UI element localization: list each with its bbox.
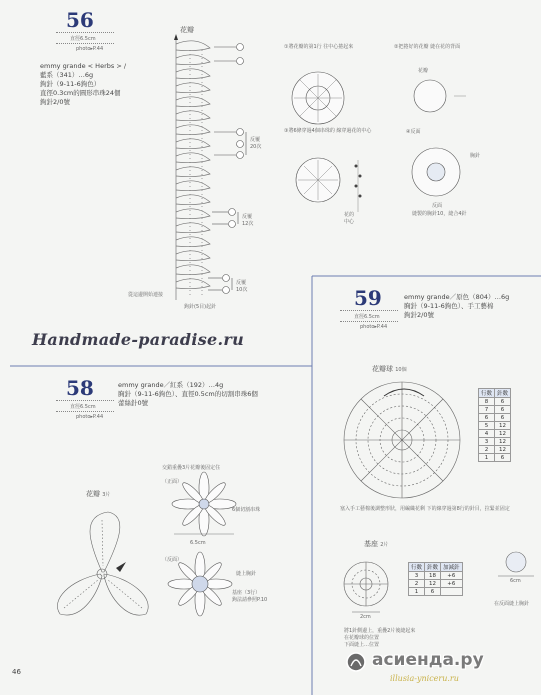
table-header: 針數 [495, 389, 511, 398]
base-count: 2片 [380, 542, 389, 548]
hook-line: 鉤針2/0號 [404, 311, 434, 319]
pattern-58-number: 58 [66, 376, 94, 400]
note-repeat-12: 反覆12次 [242, 214, 254, 227]
table-cell: +6 [441, 580, 463, 588]
table-cell: 2 [479, 446, 495, 454]
label-flower: 花瓣 [418, 68, 429, 74]
color-line: 藍系（341）…6g [40, 71, 94, 79]
table-cell: 5 [479, 422, 495, 430]
note-base-1: 將1針側邊上，重疊2片後縫起來 [344, 628, 416, 634]
label-sew-pin: 在反面縫上胸針 [494, 601, 530, 607]
note-connect: 從這邊開始連接 [128, 292, 164, 298]
pattern-59-dimension: 直徑6.5cm [354, 314, 380, 320]
yarn-line: emmy grande／原色（804）…6g [404, 293, 510, 301]
needle-line: 胸針（9-11-6鉤色）、手工藝棉 [404, 302, 494, 310]
table-cell: 3 [409, 572, 425, 580]
logo-subtext: illusia-yniceru.ru [390, 674, 459, 683]
label-sew-bead: 縫上胸針 [236, 571, 257, 577]
bead-line: 直徑0.3cm的圓形串珠24個 [40, 89, 121, 97]
note-start-chain: 鉤針(5目)起針 [184, 304, 217, 310]
needle-line: 鉤針（9-11-6鉤色） [40, 80, 101, 88]
table-cell: 7 [479, 406, 495, 414]
label-fix: 縫製的胸針10，縫合4針 [412, 211, 467, 217]
table-cell: +6 [441, 572, 463, 580]
watermark-text: Handmade-paradise.ru [32, 330, 245, 349]
table-header: 行數 [409, 563, 425, 572]
pattern-58-photo-ref: photo▸P.44 [76, 414, 104, 420]
pattern-59-number: 59 [354, 286, 382, 310]
base-title-text: 基座 [364, 540, 378, 548]
label-size-59: 6cm [510, 578, 521, 584]
table-cell: 12 [495, 446, 511, 454]
note-join: 交錯重疊3片花瓣後固定住 [162, 465, 221, 471]
table-header: 針數 [425, 563, 441, 572]
table-cell: 6 [479, 414, 495, 422]
note-repeat-10: 反覆10次 [236, 280, 248, 293]
label-base-2: 鉤法請參照P.10 [232, 597, 268, 603]
table-cell: 2 [409, 580, 425, 588]
step-2-text: ②把捲好的花瓣 縫在花的背面 [394, 44, 461, 50]
label-base-1: 基座（3行） [232, 590, 261, 596]
label-pin: 胸針 [470, 153, 481, 159]
table-cell: 8 [479, 398, 495, 406]
ball-count: 10個 [395, 367, 407, 373]
pattern-56-dimension: 直徑6.5cm [70, 36, 96, 42]
table-cell: 6 [425, 588, 441, 596]
label-back: （反面） [162, 557, 183, 563]
page-number: 46 [12, 668, 21, 676]
table-cell: 6 [495, 406, 511, 414]
table-header: 加減針 [441, 563, 463, 572]
petal-count: 3片 [102, 492, 111, 498]
table-header: 行數 [479, 389, 495, 398]
petal-title-text: 花瓣 [86, 490, 100, 498]
table-cell: 3 [479, 438, 495, 446]
note-repeat-20: 反覆20次 [250, 137, 262, 150]
table-cell: 6 [495, 454, 511, 462]
note-base-2: 在花瓣球的位置 [344, 635, 380, 641]
table-cell: 1 [479, 454, 495, 462]
table-cell: 18 [425, 572, 441, 580]
diagram-title-petal: 花瓣 [180, 26, 194, 34]
table-cell: 12 [495, 422, 511, 430]
table-cell: 12 [495, 430, 511, 438]
hook-line: 蕾絲針0號 [118, 399, 149, 407]
label-reverse: 反面 [432, 203, 443, 209]
yarn-line: emmy grande／紅系（192）…4g [118, 381, 224, 389]
label-size-58: 6.5cm [190, 540, 206, 546]
note-cotton: 塞入手工藝棉後調整形狀，用編織花剩 下的線穿過第8行的針目，拉緊並固定 [340, 506, 510, 512]
label-bead: 6個切割串珠 [232, 507, 261, 513]
hook-line: 鉤針2/0號 [40, 98, 70, 106]
step-3-text: ③將6條穿過4個串珠的 線穿過花的中心 [284, 128, 372, 134]
pattern-58-dimension: 直徑6.5cm [70, 404, 96, 410]
needle-line: 胸針（9-11-6鉤色）、直徑0.5cm的切割串珠6個 [118, 390, 258, 398]
pattern-56-number: 56 [66, 8, 94, 32]
step-4-text: ④反面 [406, 129, 421, 135]
step-1-text: ①將花瓣的第1行 往中心捲起來 [284, 44, 354, 50]
logo-text: асиенда.ру [372, 650, 484, 670]
table-cell: 6 [495, 414, 511, 422]
pattern-59-photo-ref: photo▸P.44 [360, 324, 388, 330]
pattern-56-photo-ref: photo▸P.44 [76, 46, 104, 52]
ball-title-text: 花瓣球 [372, 365, 393, 373]
table-cell: 12 [425, 580, 441, 588]
table-cell: 12 [495, 438, 511, 446]
note-base-3: 下面縫上…位置 [344, 642, 380, 648]
label-flower-center: 花的中心 [344, 212, 355, 225]
table-cell: 4 [479, 430, 495, 438]
yarn-line: emmy grande < Herbs > / [40, 62, 127, 70]
label-front: （正面） [162, 479, 183, 485]
label-2cm: 2cm [360, 614, 371, 620]
table-cell: 6 [495, 398, 511, 406]
table-cell: 1 [409, 588, 425, 596]
